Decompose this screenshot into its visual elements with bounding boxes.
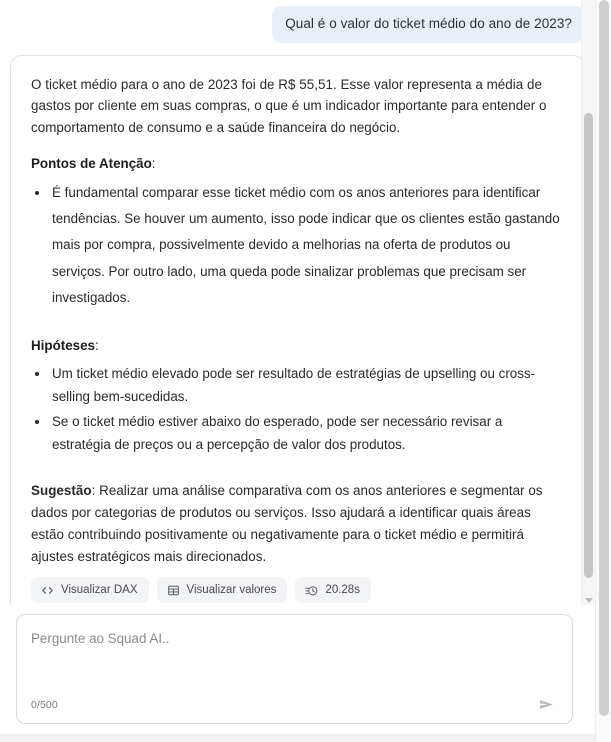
visualizar-valores-label: Visualizar valores — [186, 584, 277, 597]
attention-heading-label: Pontos de Atenção — [31, 155, 152, 171]
send-arrow-icon — [537, 695, 556, 714]
assistant-action-chips — [31, 577, 564, 603]
code-brackets-icon — [41, 584, 54, 597]
assistant-response-card — [10, 55, 585, 605]
page-scrollbar[interactable] — [595, 0, 611, 742]
window-bottom-edge — [0, 734, 595, 742]
visualizar-dax-label: Visualizar DAX — [61, 584, 138, 597]
list-item: • Um ticket médio elevado pode ser resultado de estratégias de upselling ou cross-selling bem-sucedidas. — [50, 362, 564, 408]
suggestion-label: Sugestão — [31, 483, 92, 499]
hypotheses-list — [31, 362, 564, 456]
composer-area — [0, 605, 595, 742]
chat-scrollbar-thumb[interactable] — [584, 113, 593, 578]
assistant-intro-paragraph: O ticket médio para o ano de 2023 foi de R$ 55,51. Esse valor representa a média de gastos por cliente em suas compras, o que é um indicador importante para entender o comportamento de consumo e a saúde financeira do negócio. — [31, 76, 547, 135]
attention-heading-colon: : — [151, 155, 156, 171]
chat-input[interactable] — [31, 629, 556, 683]
hypotheses-heading — [31, 335, 564, 356]
hypotheses-heading-label: Hipóteses — [31, 337, 95, 353]
hypotheses-heading-colon: : — [95, 337, 99, 353]
user-message-row — [10, 6, 585, 43]
character-counter: 0/500 — [31, 698, 58, 711]
chat-scrollbar[interactable] — [581, 0, 595, 605]
scroll-down-arrow-icon[interactable] — [585, 598, 593, 603]
send-button[interactable] — [533, 693, 560, 716]
page-scrollbar-thumb[interactable] — [599, 0, 609, 716]
visualizar-dax-button[interactable] — [31, 577, 149, 603]
suggestion-paragraph — [31, 480, 564, 567]
visualizar-valores-button[interactable] — [157, 577, 288, 603]
section-spacer — [31, 325, 564, 335]
attention-list — [31, 180, 564, 311]
attention-heading — [31, 153, 564, 174]
composer-footer — [31, 693, 560, 716]
response-time-badge[interactable] — [295, 577, 371, 603]
composer-box[interactable] — [16, 614, 573, 724]
section-spacer — [31, 470, 564, 480]
response-time-label: 20.28s — [325, 584, 360, 597]
list-item: • Se o ticket médio estiver abaixo do esperado, pode ser necessário revisar a estratégia de preços ou a percepção de valor dos produtos. — [50, 410, 564, 456]
timer-icon — [305, 584, 318, 597]
user-message-bubble: Qual é o valor do ticket médio do ano de 2023? — [272, 6, 585, 43]
list-item: • É fundamental comparar esse ticket médio com os anos anteriores para identificar tendências. Se houver um aumento, isso pode indicar que os clientes estão gastando mais por compra, possivelmente devido a melhorias na oferta de produtos ou serviços. Por outro lado, uma queda pode sinalizar problemas que precisam ser investigados. — [50, 180, 564, 311]
suggestion-text: : Realizar uma análise comparativa com os anos anteriores e segmentar os dados por categorias de produtos ou serviços. Isso ajudará a identificar quais áreas estão contribuindo positivamente ou negativamente para o ticket médio e permitirá ajustes estratégicos mais direcionados. — [31, 483, 543, 564]
table-grid-icon — [167, 584, 180, 597]
